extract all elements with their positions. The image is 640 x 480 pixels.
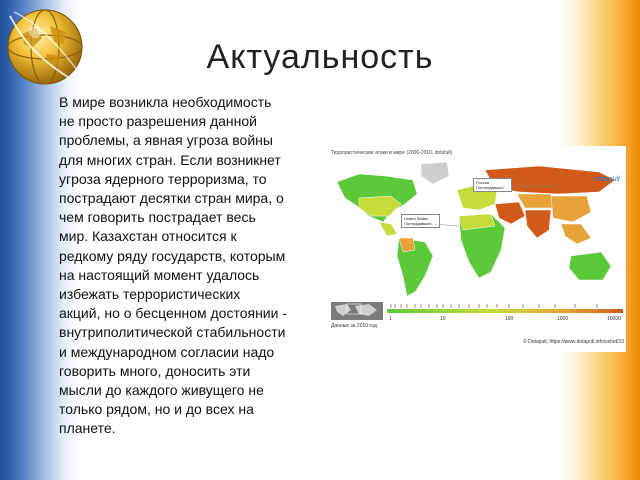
slide-title: Актуальность — [206, 38, 434, 76]
map-tooltip-russia: Россия Пострадавших: ... — [473, 178, 512, 192]
map-tooltip-usa: United States Пострадавших: ... — [401, 214, 440, 228]
map-year-label: Данные за 2010 год — [331, 323, 377, 329]
dotapult-logo: dotapult — [595, 176, 620, 183]
scale-label-1000: 1000 — [557, 316, 569, 322]
map-credit: © Dotapult, https://www.dotapult.info/sshot/33 — [523, 339, 624, 345]
map-caption: Террористические атаки в мире (2000-2010, dotsfull) — [331, 150, 453, 156]
slide-body-text: В мире возникла необходимость не просто разрешения данной проблемы, а явная угроза войны для многих стран. Если возникнет угроза ядерного терроризма, то пострадают десятки стран мира, о чем говорить пострадает весь мир. Казахстан относится к редкому ряду государств, которым на настоящий момент удалось избежать террористических акций, но о бесценном достоянии - внутриполитической стабильности и международном согласии надо говорить много, доносить эти мысли до каждого живущего не только рядом, но и до всех на планете. — [59, 94, 287, 437]
scale-label-10000: 10000 — [607, 316, 621, 322]
world-map-graphic — [329, 146, 626, 352]
color-scale-bar — [387, 309, 623, 313]
scale-label-100: 100 — [505, 316, 514, 322]
scale-label-10: 10 — [440, 316, 446, 322]
terrorism-world-map — [329, 146, 626, 352]
scale-label-1: 1 — [389, 316, 392, 322]
